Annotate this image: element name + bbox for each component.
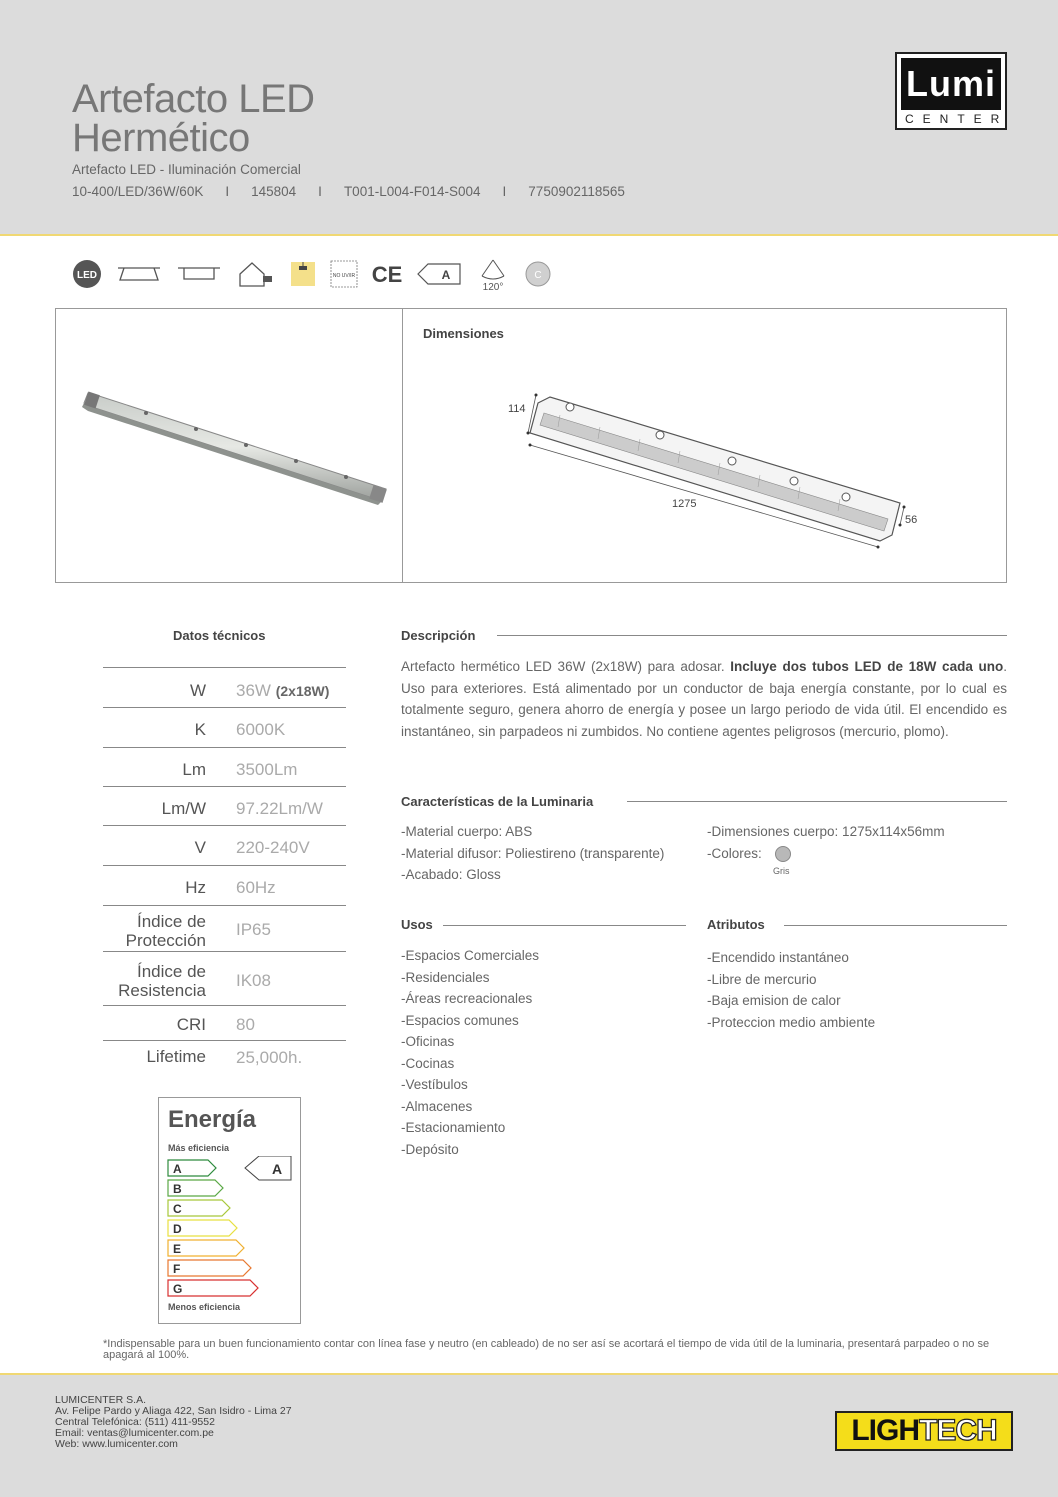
energy-bar-label: G [173, 1282, 183, 1296]
tech-row-hz: Hz 60Hz [103, 865, 346, 905]
energy-title: Energía [168, 1106, 257, 1133]
page-title: Artefacto LED Hermético [72, 77, 315, 160]
svg-text:A: A [441, 268, 451, 282]
list-item: -Encendido instantáneo [707, 950, 849, 965]
tech-row-cri: CRI 80 [103, 1005, 346, 1040]
ce-mark-icon [372, 262, 402, 286]
characteristics-right-list [707, 821, 945, 864]
tech-row-lifetime: Lifetime 25,000h. [103, 1040, 346, 1074]
product-codes [72, 184, 625, 199]
technical-title: Datos técnicos [173, 628, 266, 643]
dim-height-label: 114 [508, 403, 526, 415]
list-item: -Almacenes [401, 1098, 473, 1114]
outdoor-house-icon [236, 258, 276, 290]
atributos-list [707, 947, 875, 1033]
dimension-drawing [500, 385, 930, 560]
energy-bar-label: D [173, 1222, 182, 1236]
led-badge-icon [72, 259, 102, 289]
usos-list [401, 945, 539, 1160]
atributos-rule [784, 925, 1007, 926]
description-rule [497, 635, 1007, 636]
list-item: -Vestíbulos [401, 1077, 468, 1092]
usos-title: Usos [401, 917, 433, 932]
dim-depth-label: 56 [905, 514, 918, 526]
tech-row-w: W 36W (2x18W) [103, 667, 346, 707]
separator: I [318, 184, 322, 199]
lightech-logo: LIGHTECH [835, 1411, 1013, 1451]
list-item: -Material difusor: Poliestireno (transparente) [401, 845, 665, 861]
tech-row-lm: Lm 3500Lm [103, 747, 346, 786]
tech-row-k: K 6000K [103, 707, 346, 747]
energy-less-efficiency: Menos eficiencia [168, 1302, 241, 1312]
beam-angle-icon [476, 256, 510, 292]
svg-text:120°: 120° [482, 282, 504, 292]
svg-text:NO UV/IR: NO UV/IR [332, 273, 356, 279]
recessed-trapezoid-icon [116, 264, 162, 284]
atributos-title: Atributos [707, 917, 765, 932]
list-item: -Proteccion medio ambiente [707, 1014, 876, 1030]
energy-bar-label: E [173, 1242, 182, 1256]
list-item: -Acabado: Gloss [401, 867, 501, 882]
list-item: -Baja emision de calor [707, 993, 841, 1008]
subtitle: Artefacto LED - Iluminación Comercial [72, 162, 301, 177]
svg-text:LED: LED [77, 270, 97, 281]
model-code: 10-400/LED/36W/60K [72, 184, 204, 199]
description-title: Descripción [401, 628, 476, 643]
color-swatch-label: Gris [773, 866, 790, 876]
footnote: *Indispensable para un buen funcionamiento contar con línea fase y neutro (en cableado) de no ser así se acortará el tiempo de vida útil de la luminaria, presentará parpadeo o no se apagará al 100%. [103, 1338, 990, 1361]
characteristics-left-list [401, 821, 664, 886]
description-text: Artefacto hermético LED 36W (2x18W) para adosar. Incluye dos tubos LED de 18W cada uno. Uso para exteriores. Está alimentado por un conductor de baja energía constante, por lo cual es totalmente seguro, genera ahorro de energía y posee un largo periodo de vida útil. El encendido es instantáneo, sin parpadeos ni zumbidos. No contiene agentes peligrosos (mercurio, plomo). [401, 659, 1007, 739]
product-photo [56, 309, 402, 584]
svg-text:CE: CE [372, 262, 402, 286]
energy-label [158, 1097, 301, 1324]
characteristics-rule [627, 801, 1007, 802]
list-item: -Residenciales [401, 969, 490, 985]
energy-scale [159, 1156, 302, 1316]
color-circle-icon [524, 260, 552, 288]
list-item: -Oficinas [401, 1034, 455, 1049]
list-item: -Estacionamiento [401, 1120, 506, 1135]
tech-row-ik: Índice de Resistencia IK08 [103, 951, 346, 1005]
list-item: -Libre de mercurio [707, 971, 817, 987]
separator: I [502, 184, 507, 199]
separator: I [225, 184, 230, 199]
feature-icons-row [72, 256, 566, 292]
category-code: T001-L004-F014-S004 [343, 184, 481, 199]
characteristics-title: Características de la Luminaria [401, 794, 594, 809]
lumicenter-logo: Lumi CENTER [895, 52, 1007, 130]
dimensions-label: Dimensiones [423, 326, 504, 341]
usos-rule [443, 925, 686, 926]
energy-class-icon [416, 262, 462, 286]
list-item: -Colores: [707, 845, 762, 861]
color-swatch-gris [775, 846, 791, 862]
panel-divider [402, 309, 403, 582]
energy-rating-arrow [245, 1156, 291, 1180]
energy-bar-label: A [173, 1162, 182, 1176]
ceiling-light-icon [290, 261, 316, 287]
list-item: -Material cuerpo: ABS [401, 824, 533, 839]
list-item: -Dimensiones cuerpo: 1275x114x56mm [707, 824, 945, 839]
tech-row-lmw: Lm/W 97.22Lm/W [103, 786, 346, 825]
tech-row-v: V 220-240V [103, 825, 346, 865]
surface-mount-icon [176, 264, 222, 284]
list-item: -Depósito [401, 1141, 459, 1157]
dim-length-label: 1275 [672, 498, 697, 510]
barcode-number: 7750902118565 [528, 184, 625, 199]
svg-text:C: C [534, 270, 542, 281]
list-item: -Espacios comunes [401, 1012, 519, 1028]
no-uv-ir-icon [330, 260, 358, 288]
energy-bar-label: C [173, 1202, 182, 1216]
company-address: LUMICENTER S.A. Av. Felipe Pardo y Aliaga 422, San Isidro - Lima 27 Central Telefónica: (511) 411-9552 Email: ventas@lumicenter.com.pe Web: www.lumicenter.com [55, 1394, 292, 1450]
tech-row-ip: Índice de Protección IP65 [103, 905, 346, 951]
list-item: -Cocinas [401, 1055, 455, 1071]
energy-bar-label: B [173, 1182, 182, 1196]
list-item: -Áreas recreacionales [401, 991, 533, 1006]
list-item: -Espacios Comerciales [401, 948, 540, 963]
item-code: 145804 [251, 184, 297, 199]
energy-more-efficiency: Más eficiencia [168, 1143, 230, 1153]
energy-rating-label: A [271, 1161, 283, 1177]
energy-bar-f [168, 1260, 251, 1276]
energy-bar-label: F [173, 1262, 181, 1276]
